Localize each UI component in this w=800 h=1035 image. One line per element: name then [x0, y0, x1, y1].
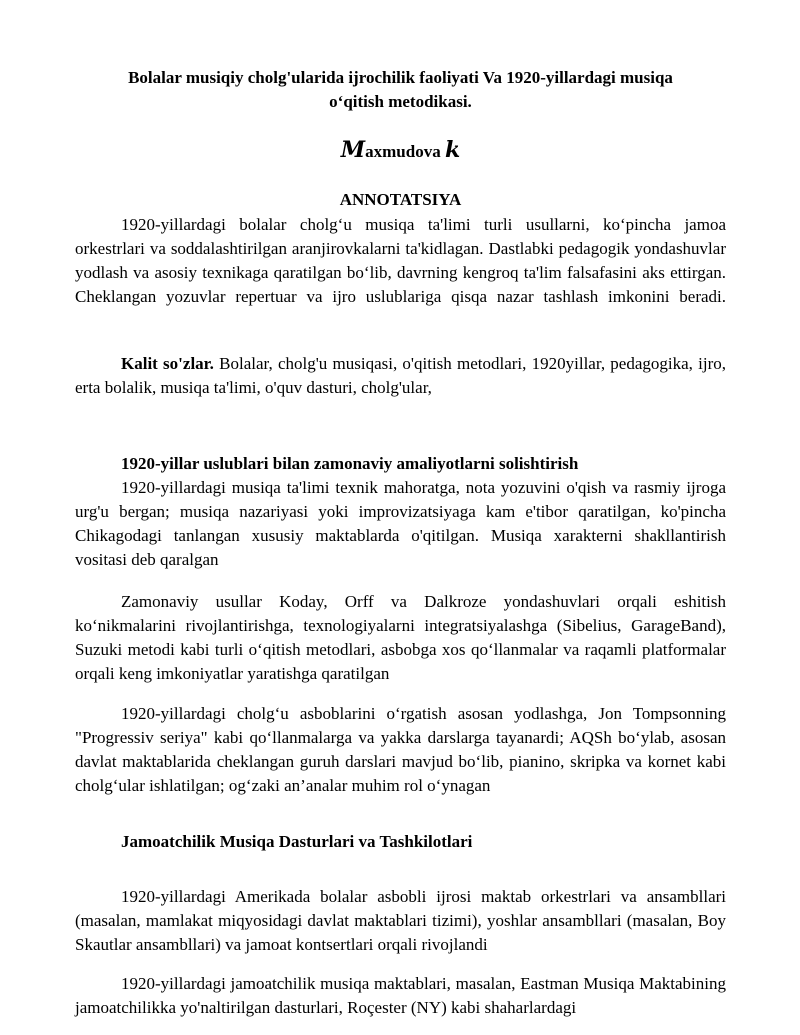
author-initial: M — [340, 137, 366, 163]
title-line-2: o‘qitish metodikasi. — [329, 92, 472, 111]
keywords-paragraph — [75, 352, 726, 400]
keywords-label: Kalit so'zlar. — [121, 354, 214, 373]
section2-paragraph-2: 1920-yillardagi jamoatchilik musiqa maktablari, masalan, Eastman Musiqa Maktabining jamoatchilikka yo'naltirilgan dasturlari, Roçester (NY) kabi shaharlardagi — [75, 974, 726, 1017]
author-surname: axmudova — [365, 142, 441, 161]
annotation-paragraph: 1920-yillardagi bolalar cholg‘u musiqa ta'limi turli usullarni, ko‘pincha jamoa orkestrlari va soddalashtirilgan aranjirovkalarni ta'kidlagan. Dastlabki pedagogik yondashuvlar yodlash va asosiy texnikaga qaratilgan bo‘lib, davrning kengroq ta'lim falsafasini aks ettirgan. Cheklangan yozuvlar repertuar va ijro uslublariga qisqa nazar tashlash imkonini beradi. — [75, 215, 726, 306]
annotation-heading: ANNOTATSIYA — [339, 190, 462, 209]
section-heading-community: Jamoatchilik Musiqa Dasturlari va Tashkilotlari — [121, 832, 473, 851]
section1-paragraph-2: Zamonaviy usullar Koday, Orff va Dalkroze yondashuvlari orqali eshitish ko‘nikmalarini rivojlantirishga, texnologiyalarni integratsiyalashga (Sibelius, GarageBand), Suzuki metodi kabi turli o‘qitish metodlari, asbobga xos qo‘llanmalar va raqamli platformalar orqali keng imkoniyatlar yaratishga qaratilgan — [75, 592, 726, 683]
title-line-1: Bolalar musiqiy cholg'ularida ijrochilik faoliyati Va 1920-yillardagi musiqa — [128, 68, 673, 87]
section1-paragraph-3: 1920-yillardagi cholg‘u asboblarini o‘rgatish asosan yodlashga, Jon Tompsonning "Progressiv seriya" kabi qo‘llanmalarga va yakka darslarga tayanardi; AQSh bo‘ylab, asosan davlat maktablarida cheklangan guruh darslari mavjud bo‘lib, pianino, skripka va kornet kabi cholg‘ular ishlatilgan; og‘zaki an’analar muhim rol o‘ynagan — [75, 704, 726, 795]
author-name — [75, 137, 726, 163]
section1-paragraph-1: 1920-yillardagi musiqa ta'limi texnik mahoratga, nota yozuvini o'qish va rasmiy ijroga urg'u bergan; musiqa nazariyasi yoki improvizatsiyaga kam e'tibor qaratilgan, ko'pincha Chikagodagi tanlangan xususiy maktablarda o'qitilgan. Musiqa xarakterni shakllantirish vositasi deb qaralgan — [75, 478, 726, 569]
author-suffix: k — [444, 137, 461, 163]
keywords-text: Bolalar, cholg'u musiqasi, o'qitish metodlari, 1920yillar, pedagogika, ijro, erta bolalik, musiqa ta'limi, o'quv dasturi, cholg'ular, — [75, 354, 726, 397]
section-heading-comparison: 1920-yillar uslublari bilan zamonaviy amaliyotlarni solishtirish — [121, 454, 579, 473]
section2-paragraph-1: 1920-yillardagi Amerikada bolalar asbobli ijrosi maktab orkestrlari va ansambllari (masalan, mamlakat miqyosidagi davlat maktablari tizimi), yoshlar ansambllari (masalan, Boy Skautlar ansambllari) va jamoat kontsertlari orqali rivojlandi — [75, 887, 726, 954]
paper-title — [75, 66, 726, 114]
